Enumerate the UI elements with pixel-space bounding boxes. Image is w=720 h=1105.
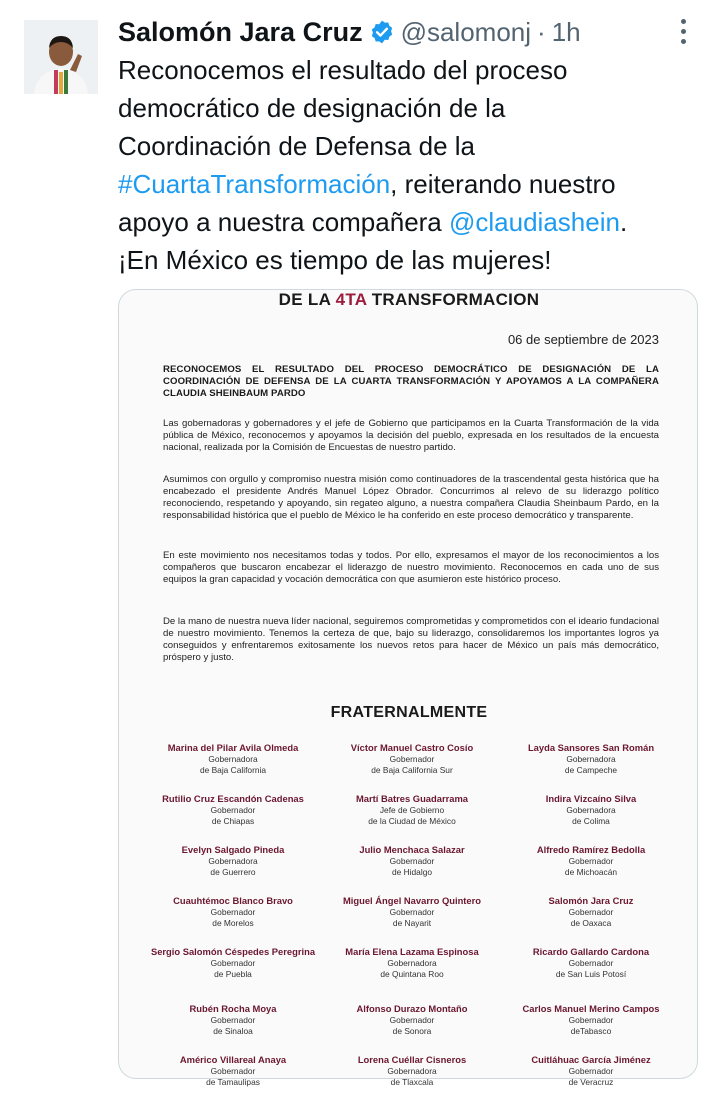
signer-place: de Sinaloa [213, 1026, 253, 1036]
tweet-text-line [118, 127, 708, 165]
document-date: 06 de septiembre de 2023 [507, 332, 659, 347]
signer-block [147, 946, 319, 1003]
signer-block [147, 895, 319, 946]
signer-block [319, 946, 505, 1003]
signer-place: de Chiapas [211, 816, 255, 826]
document-subject: RECONOCEMOS EL RESULTADO DEL PROCESO DEMOCRÁTICO DE DESIGNACIÓN DE LA COORDINACIÓN DE DEFENSA DE LA CUARTA TRANSFORMACIÓN Y APOYAMOS A LA COMPAÑERA CLAUDIA SHEINBAUM PARDO [163, 364, 659, 399]
signer-block [147, 1003, 319, 1054]
signer-role: Gobernador [568, 1015, 614, 1025]
signer-block [147, 793, 319, 844]
signer-place: de Veracruz [568, 1077, 614, 1087]
hashtag-link[interactable]: #CuartaTransformación [118, 169, 391, 199]
tweet-text-segment: , reiterando nuestro [390, 169, 616, 199]
signer-name: Julio Menchaca Salazar [359, 844, 465, 855]
separator-dot: · [537, 16, 546, 47]
signer-name: Lorena Cuéllar Cisneros [357, 1054, 467, 1065]
signer-name: Indira Vizcaíno Silva [545, 793, 637, 804]
signer-name: Miguel Ángel Navarro Quintero [342, 895, 482, 906]
signer-block [505, 844, 677, 895]
signer-name: Alfonso Durazo Montaño [356, 1003, 468, 1014]
signer-name: Carlos Manuel Merino Campos [522, 1003, 660, 1014]
signer-block [147, 844, 319, 895]
signer-role: Gobernador [210, 958, 256, 968]
signer-block [505, 895, 677, 946]
signer-block [505, 1054, 677, 1105]
signer-place: de Oaxaca [570, 918, 612, 928]
signer-role: Gobernador [210, 1066, 256, 1076]
signer-block [319, 895, 505, 946]
document-header-accent: 4TA [335, 290, 367, 309]
signer-role: Gobernador [389, 856, 435, 866]
timestamp[interactable]: 1h [551, 16, 581, 47]
signer-role: Gobernadora [566, 754, 616, 764]
signer-role: Gobernador [210, 907, 256, 917]
signer-place: de la Ciudad de México [368, 816, 456, 826]
signer-name: Salomón Jara Cruz [548, 895, 634, 906]
signer-name: Alfredo Ramírez Bedolla [536, 844, 646, 855]
tweet-text-line [118, 51, 708, 89]
tweet-text-segment: ¡En México es tiempo de las mujeres! [118, 245, 552, 275]
tweet-text-segment: Reconocemos el resultado del proceso [118, 55, 568, 85]
tweet-text [118, 51, 708, 279]
signer-place: de Campeche [564, 765, 618, 775]
signer-place: deTabasco [570, 1026, 612, 1036]
signer-block [147, 1054, 319, 1105]
signer-block [505, 793, 677, 844]
signer-block [319, 793, 505, 844]
signer-role: Gobernador [568, 958, 614, 968]
more-options-icon[interactable] [672, 14, 694, 48]
signer-role: Gobernador [210, 805, 256, 815]
signer-name: Víctor Manuel Castro Cosío [350, 742, 474, 753]
author-name[interactable]: Salomón Jara Cruz [118, 16, 363, 47]
document-paragraph: Asumimos con orgullo y compromiso nuestra misión como continuadores de la trascendental gesta histórica que ha encabezado el presidente Andrés Manuel López Obrador. Concurrimos al relevo de su liderazgo político reconociendo, respetando y apoyando, sin regateo alguno, a nuestra compañera Claudia Sheinbaum Pardo, en la responsabilidad histórica que el pueblo de México le ha conferido en este proceso democrático y transparente. [163, 474, 659, 521]
signer-role: Gobernadora [208, 856, 258, 866]
tweet-text-segment: apoyo a nuestra compañera [118, 207, 449, 237]
signer-name: Cuauhtémoc Blanco Bravo [173, 895, 293, 906]
signer-place: de Nayarit [392, 918, 432, 928]
avatar-image [24, 20, 98, 94]
tweet-text-line [118, 89, 708, 127]
tweet-text-segment: . [619, 207, 628, 237]
signer-name: María Elena Lazama Espinosa [345, 946, 479, 957]
document-header [119, 290, 699, 310]
signer-role: Gobernadora [208, 754, 258, 764]
signer-place: de Sonora [392, 1026, 432, 1036]
mention-link[interactable]: @claudiashein [449, 207, 620, 237]
tweet-header [118, 14, 581, 50]
signer-block [319, 1054, 505, 1105]
signer-place: de Puebla [214, 969, 252, 979]
avatar[interactable] [24, 20, 98, 94]
signer-place: de Michoacán [564, 867, 618, 877]
document-header-suffix: TRANSFORMACION [366, 290, 540, 309]
signer-block [505, 946, 677, 997]
tweet-text-line [118, 165, 708, 203]
signer-block [319, 1003, 505, 1054]
tweet-text-segment: democrático de designación de la [118, 93, 506, 123]
signer-name: Rubén Rocha Moya [189, 1003, 277, 1014]
signer-role: Gobernador [389, 907, 435, 917]
signer-role: Gobernador [568, 907, 614, 917]
signer-name: Rutilio Cruz Escandón Cadenas [162, 793, 304, 804]
signer-name: Américo Villareal Anaya [179, 1054, 287, 1065]
signer-name: Martí Batres Guadarrama [355, 793, 469, 804]
signer-role: Gobernador [568, 1066, 614, 1076]
signer-name: Cuitláhuac García Jiménez [531, 1054, 651, 1065]
document-paragraph: Las gobernadoras y gobernadores y el jefe de Gobierno que participamos en la Cuarta Transformación de la vida pública de México, reconocemos y apoyamos la decisión del pueblo, expresada en los resultados de la encuesta nacional, realizada por la Comisión de Encuestas de nuestro partido. [163, 418, 659, 453]
signer-place: de San Luis Potosí [555, 969, 627, 979]
signer-place: de Hidalgo [391, 867, 433, 877]
signer-block [319, 844, 505, 895]
signer-name: Sergio Salomón Céspedes Peregrina [150, 946, 316, 957]
document-page [119, 290, 699, 1087]
signer-role: Gobernadora [387, 958, 437, 968]
signer-name: Ricardo Gallardo Cardona [532, 946, 650, 957]
signer-place: de Tamaulipas [206, 1077, 260, 1087]
signer-block [147, 742, 319, 793]
signer-role: Gobernador [210, 1015, 256, 1025]
signer-place: de Colima [572, 816, 610, 826]
signer-place: de Guerrero [210, 867, 256, 877]
tweet-text-segment: Coordinación de Defensa de la [118, 131, 476, 161]
document-header-prefix: DE LA [278, 290, 336, 309]
signer-place: de Baja California Sur [371, 765, 453, 775]
signer-block [319, 742, 505, 793]
signer-role: Jefe de Gobierno [379, 805, 445, 815]
signer-place: de Morelos [212, 918, 254, 928]
signer-block [505, 1003, 677, 1054]
author-handle[interactable]: @salomonj [400, 16, 532, 47]
tweet-text-line [118, 241, 708, 279]
signer-role: Gobernadora [387, 1066, 437, 1076]
tweet-text-line [118, 203, 708, 241]
signer-role: Gobernadora [566, 805, 616, 815]
signer-block [505, 742, 677, 793]
signer-place: de Tlaxcala [390, 1077, 434, 1087]
signer-place: de Baja California [199, 765, 267, 775]
signer-role: Gobernador [389, 1015, 435, 1025]
document-closing: FRATERNALMENTE [330, 704, 488, 721]
signer-name: Evelyn Salgado Pineda [181, 844, 285, 855]
signers-grid [147, 742, 677, 1105]
signer-place: de Quintana Roo [380, 969, 444, 979]
signer-name: Marina del Pilar Avila Olmeda [167, 742, 299, 753]
signer-name: Layda Sansores San Román [527, 742, 655, 753]
signer-role: Gobernador [389, 754, 435, 764]
document-paragraph: En este movimiento nos necesitamos todas y todos. Por ello, expresamos el mayor de los reconocimientos a los compañeros que buscaron encabezar el liderazgo de nuestro movimiento. Reconocemos en cada uno de sus equipos la gran capacidad y vocación democrática con que asumieron este histórico proceso. [163, 550, 659, 585]
signer-role: Gobernador [568, 856, 614, 866]
document-paragraph: De la mano de nuestra nueva líder nacional, seguiremos comprometidas y comprometidos con el ideario fundacional de nuestro movimiento. Tenemos la certeza de que, bajo su liderazgo, consolidaremos los importantes logros ya conseguidos y enfrentaremos exitosamente los nuevos retos para hacer de México un país más democrático, próspero y justo. [163, 616, 659, 663]
tweet-media-image[interactable] [118, 289, 698, 1087]
verified-badge-icon [369, 19, 395, 45]
